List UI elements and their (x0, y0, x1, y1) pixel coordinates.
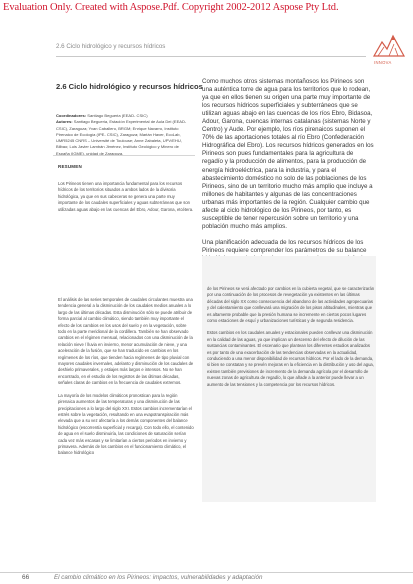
summary-continuation-text (207, 286, 375, 394)
left-column-body (58, 297, 194, 463)
continuation-paragraph: Estos cambios en los caudales anuales y estacionales pueden conllevar una disminución en la calidad de las aguas, ya que implican un descenso del efecto de dilución de las sustancias contaminantes. El escenario que plantean los diferentes estudios analizados es por tanto de una exacerbación de las tendencias observadas en la actualidad, conduciendo a una menor disponibilidad de recursos hídricos. Por el lado de la demanda, si bien se constatan y se prevén mejoras en la eficiencia en la distribución y uso del agua, existen también previsiones de incremento de la demanda agrícola por el desarrollo de nuevas zonas de agricultura de regadío, lo que añade a la anterior puede llevar a un aumento de las tensiones y la competencia por los recursos hídricos. (207, 330, 374, 387)
page-number: 66 (22, 574, 30, 581)
section-title: 2.6 Ciclo hidrológico y recursos hídricos (56, 82, 203, 91)
header-divider (56, 56, 366, 57)
summary-text: Los Pirineos tienen una importancia fundamental para los recursos hídricos de los territorios situados a ambos lados de la divisoria hidrológica, ya que en sus cabeceras se genera una parte muy importante de los caudales superficiales y aguas subterráneas que son utilizadas aguas abajo en las cuencas del Ebro, Adour, Garona, etcétera. (58, 181, 194, 212)
footer-title: El cambio climático en los Pirineos: impactos, vulnerabilidades y adaptación (54, 574, 263, 581)
authors-text: Santiago Begueria, Estación Experimental de Aula Dei (EEAD-CSIC), Zaragoza; Yvan Caballero, BRGM; Enrique Navarro, Instituto Pirenaico de Ecología (IPE- CSIC), Zaragoza; Marián Haver, EcoLab, UMR5245 CNRS – Université de Toulouse; Anne Zabaleta, UPV/EHU, Bilbao; Luis Javier Lambán Jiménez, Instituto Geológico y Minero de España (IGME), unidad de Zaragoza. (56, 119, 187, 156)
mountain-logo-icon (372, 30, 406, 60)
left-paragraph: El análisis de las series temporales de caudales circulantes muestra una tendencia general a la disminución de los caudales medios anuales a lo largo de las últimas décadas. Esta disminución sólo se puede atribuir de forma parcial al cambio climático, siendo también muy importante el efecto de los cambios en los usos del suelo y en la vegetación, sobre todo en la parte meridional de la cordillera. También se han observado cambios en el régimen mensual, relacionados con una disminución de la relación nieve / lluvia en invierno, menor acumulación de nieve, y una aceleración de la fusión, que se han traducido en cambios en los regímenes de los ríos, que tienden hacia regímenes de tipo pluvial con mayores caudales invernales, adelanto y disminución de los caudales de deshielo primaverales, y estiajes más largos e intensos. No se han encontrado, en el estudio de los registros de las últimas décadas, señales claras de cambios en la frecuencia de caudales extremos. (58, 297, 194, 386)
right-paragraph: Una planificación adecuada de los recursos hídricos de los Pirineos requiere comprender los parámetros de su balance (202, 238, 367, 254)
authors-label: Autores: (56, 119, 73, 125)
summary-title: RESUMEN (58, 164, 82, 169)
right-paragraph: Como muchos otros sistemas montañosos los Pirineos son una auténtica torre de agua para los territorios que lo rodean, ya que en ellos tienen su origen una parte muy importante de los recursos hídricos superficiales y subterráneos que se utilizan aguas abajo en las cuencas de los ríos Ebro, Bidasoa, Adour, Garona, cuencas internas catalanas (sistemas Norte y Centro) y Aude. Por ejemplo, los ríos pirenaicos suponen el 70% de las aportaciones totales al río Ebro (Confederación Hidrográfica del Ebro). Los recursos hídricos generados en los Pirineos son pues fundamentales para la agricultura de regadío y la producción de alimentos, para la producción de energía hidroeléctrica, para la industria, y para el abastecimiento doméstico no solo de las poblaciones de los Pirineos, sino de un territorio mucho más amplio que incluye a millones de habitantes y algunas de las concentraciones urbanas más importantes de la región. Cualquier cambio que afecte al ciclo hidrológico de los Pirineos, por tanto, es susceptible de tener repercusión sobre un territorio y una población mucho más amplios. (202, 78, 374, 230)
running-header: 2.6 Ciclo hidrológico y recursos hídricos (56, 43, 166, 50)
coordinators-text: Santiago Begueria (EEAD- CSIC) (87, 113, 148, 118)
summary-box (53, 155, 195, 280)
coordinators-label: Coordinadores: (56, 113, 87, 118)
logo-caption: INNOVA (374, 60, 392, 65)
evaluation-watermark: Evaluation Only. Created with Aspose.Pdf. Copyright 2002-2012 Aspose Pty Ltd. (3, 2, 339, 13)
footer-divider (0, 572, 413, 573)
coordinators-block (56, 113, 191, 157)
continuation-paragraph: de los Pirineos se verá afectado por cambios en la cubierta vegetal, que se caracterizarán por una continuación de los procesos de revegetación ya existentes en las últimas décadas del siglo XX como consecuencia del abandono de las actividades agropecuarias y del calentamiento que conllevará una migración de los pisos altitudinales, mientras que es altamente probable que la presión humana se incremente en ciertos pocos lugares como estaciones de esquí y urbanizaciones turísticas y de segunda residencia. (207, 286, 375, 324)
left-paragraph: La mayoría de los modelos climáticos pronostican para la región pirenaica aumentos de las temperaturas y una disminución de las precipitaciones a lo largo del siglo XXI. Estos cambios incrementarían el estrés sobre la vegetación, resultando en una evapotranspiración más elevada que a su vez afectaría a los demás componentes del balance hidrológico (escorrentía superficial y recarga). Con todo ello, el contenido de agua en el suelo disminuiría, las condiciones de saturación serían cada vez más escasas y se limitarían a ciertos periodos en invierno y primavera. Además de los cambios en el funcionamiento climático, el balance hidrológico (58, 392, 194, 456)
